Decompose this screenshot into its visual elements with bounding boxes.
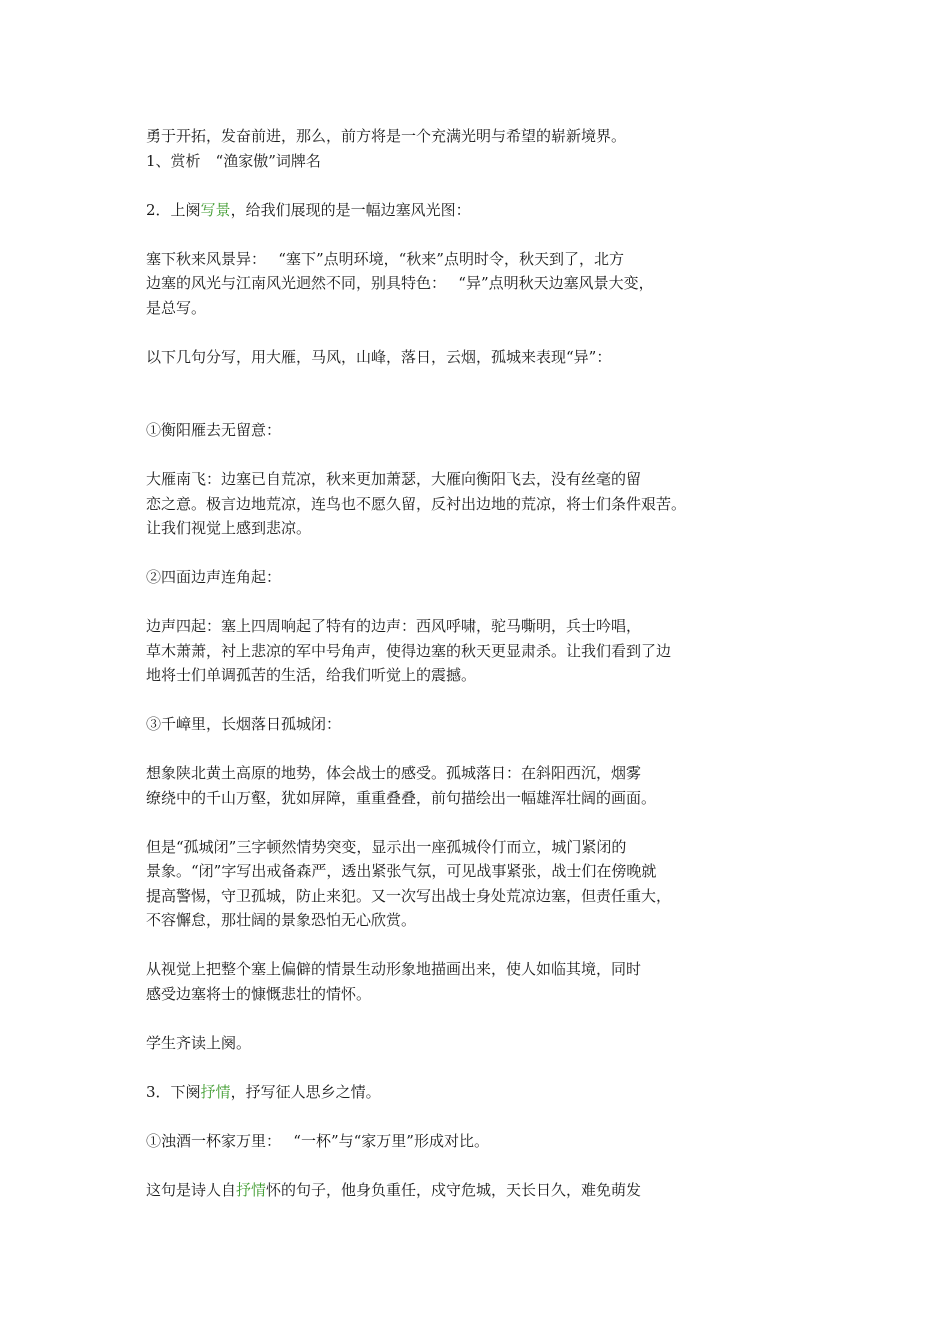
- point-heading-lower-1: ①浊酒一杯家万里： “一杯”与“家万里”形成对比。: [146, 1131, 489, 1150]
- text-line: 勇于开拓，发奋前进，那么，前方将是一个充满光明与希望的崭新境界。: [146, 127, 627, 145]
- text-line: 景象。“闭”字写出戒备森严，透出紧张气氛，可见战事紧张，战士们在傍晚就: [146, 862, 657, 880]
- text-line: 想象陕北黄土高原的地势，体会战士的感受。孤城落日：在斜阳西沉，烟雾: [146, 764, 642, 782]
- point-heading-2: ②四面边声连角起：: [146, 568, 282, 586]
- text-line: 草木萧萧，衬上悲凉的军中号角声，使得边塞的秋天更显肃杀。让我们看到了边: [146, 641, 672, 660]
- document-body: [146, 124, 786, 1202]
- text-prefix: 这句是诗人自: [146, 1180, 237, 1199]
- text-line: 塞下秋来风景异： “塞下”点明环境，“秋来”点明时令，秋天到了，北方: [146, 249, 624, 268]
- point-heading-1: ①衡阳雁去无留意：: [146, 421, 282, 439]
- section-heading-upper-stanza: [146, 198, 786, 223]
- text-line: 缭绕中的千山万壑，犹如屏障，重重叠叠，前句描绘出一幅雄浑壮阔的画面。: [146, 788, 657, 807]
- text-line: 提高警惕，守卫孤城，防止来犯。又一次写出战士身处荒凉边塞，但责任重大，: [146, 886, 672, 905]
- heading-suffix: ，给我们展现的是一幅边塞风光图：: [230, 200, 471, 219]
- text-suffix: 怀的句子，他身负重任，戍守危城，天长日久，难免萌发: [266, 1180, 642, 1199]
- point-heading-3: ③千嶂里，长烟落日孤城闭：: [146, 715, 342, 733]
- text-line: 感受边塞将士的慷慨悲壮的情怀。: [146, 984, 372, 1003]
- text-line: 大雁南飞：边塞已自荒凉，秋来更加萧瑟，大雁向衡阳飞去，没有丝毫的留: [146, 470, 642, 488]
- heading-prefix: 3．下阕: [146, 1082, 201, 1101]
- text-line: 边声四起：塞上四周响起了特有的边声：西风呼啸，驼马嘶明，兵士吟唱，: [146, 617, 642, 635]
- text-line: 边塞的风光与江南风光迥然不同，别具特色： “异”点明秋天边塞风景大变，: [146, 274, 654, 292]
- text-line: 地将士们单调孤苦的生活，给我们听觉上的震撼。: [146, 666, 477, 684]
- keyword-link-xiejing[interactable]: 写景: [200, 200, 231, 219]
- text-line: 是总写。: [146, 298, 207, 317]
- text-line: 恋之意。极言边地荒凉，连鸟也不愿久留，反衬出边地的荒凉，将士们条件艰苦。: [146, 494, 687, 513]
- heading-prefix: 2．上阕: [146, 200, 201, 219]
- keyword-link-shuqing[interactable]: 抒情: [200, 1082, 231, 1101]
- text-line: [146, 1178, 786, 1203]
- text-line: 学生齐读上阕。: [146, 1033, 252, 1052]
- text-line: 让我们视觉上感到悲凉。: [146, 519, 312, 537]
- keyword-link-shuqing-2[interactable]: 抒情: [236, 1180, 267, 1199]
- text-line: 以下几句分写，用大雁，马风，山峰，落日，云烟，孤城来表现“异”：: [146, 347, 612, 366]
- text-line: 从视觉上把整个塞上偏僻的情景生动形象地描画出来，使人如临其境，同时: [146, 960, 642, 978]
- text-line: 但是“孤城闭”三字顿然情势突变，显示出一座孤城伶仃而立，城门紧闭的: [146, 837, 627, 856]
- section-heading-lower-stanza: [146, 1080, 786, 1105]
- text-line: 不容懈怠，那壮阔的景象恐怕无心欣赏。: [146, 911, 417, 929]
- section-heading-cipai: 1、赏析 “渔家傲”词牌名: [146, 151, 321, 170]
- heading-suffix: ，抒写征人思乡之情。: [230, 1082, 381, 1101]
